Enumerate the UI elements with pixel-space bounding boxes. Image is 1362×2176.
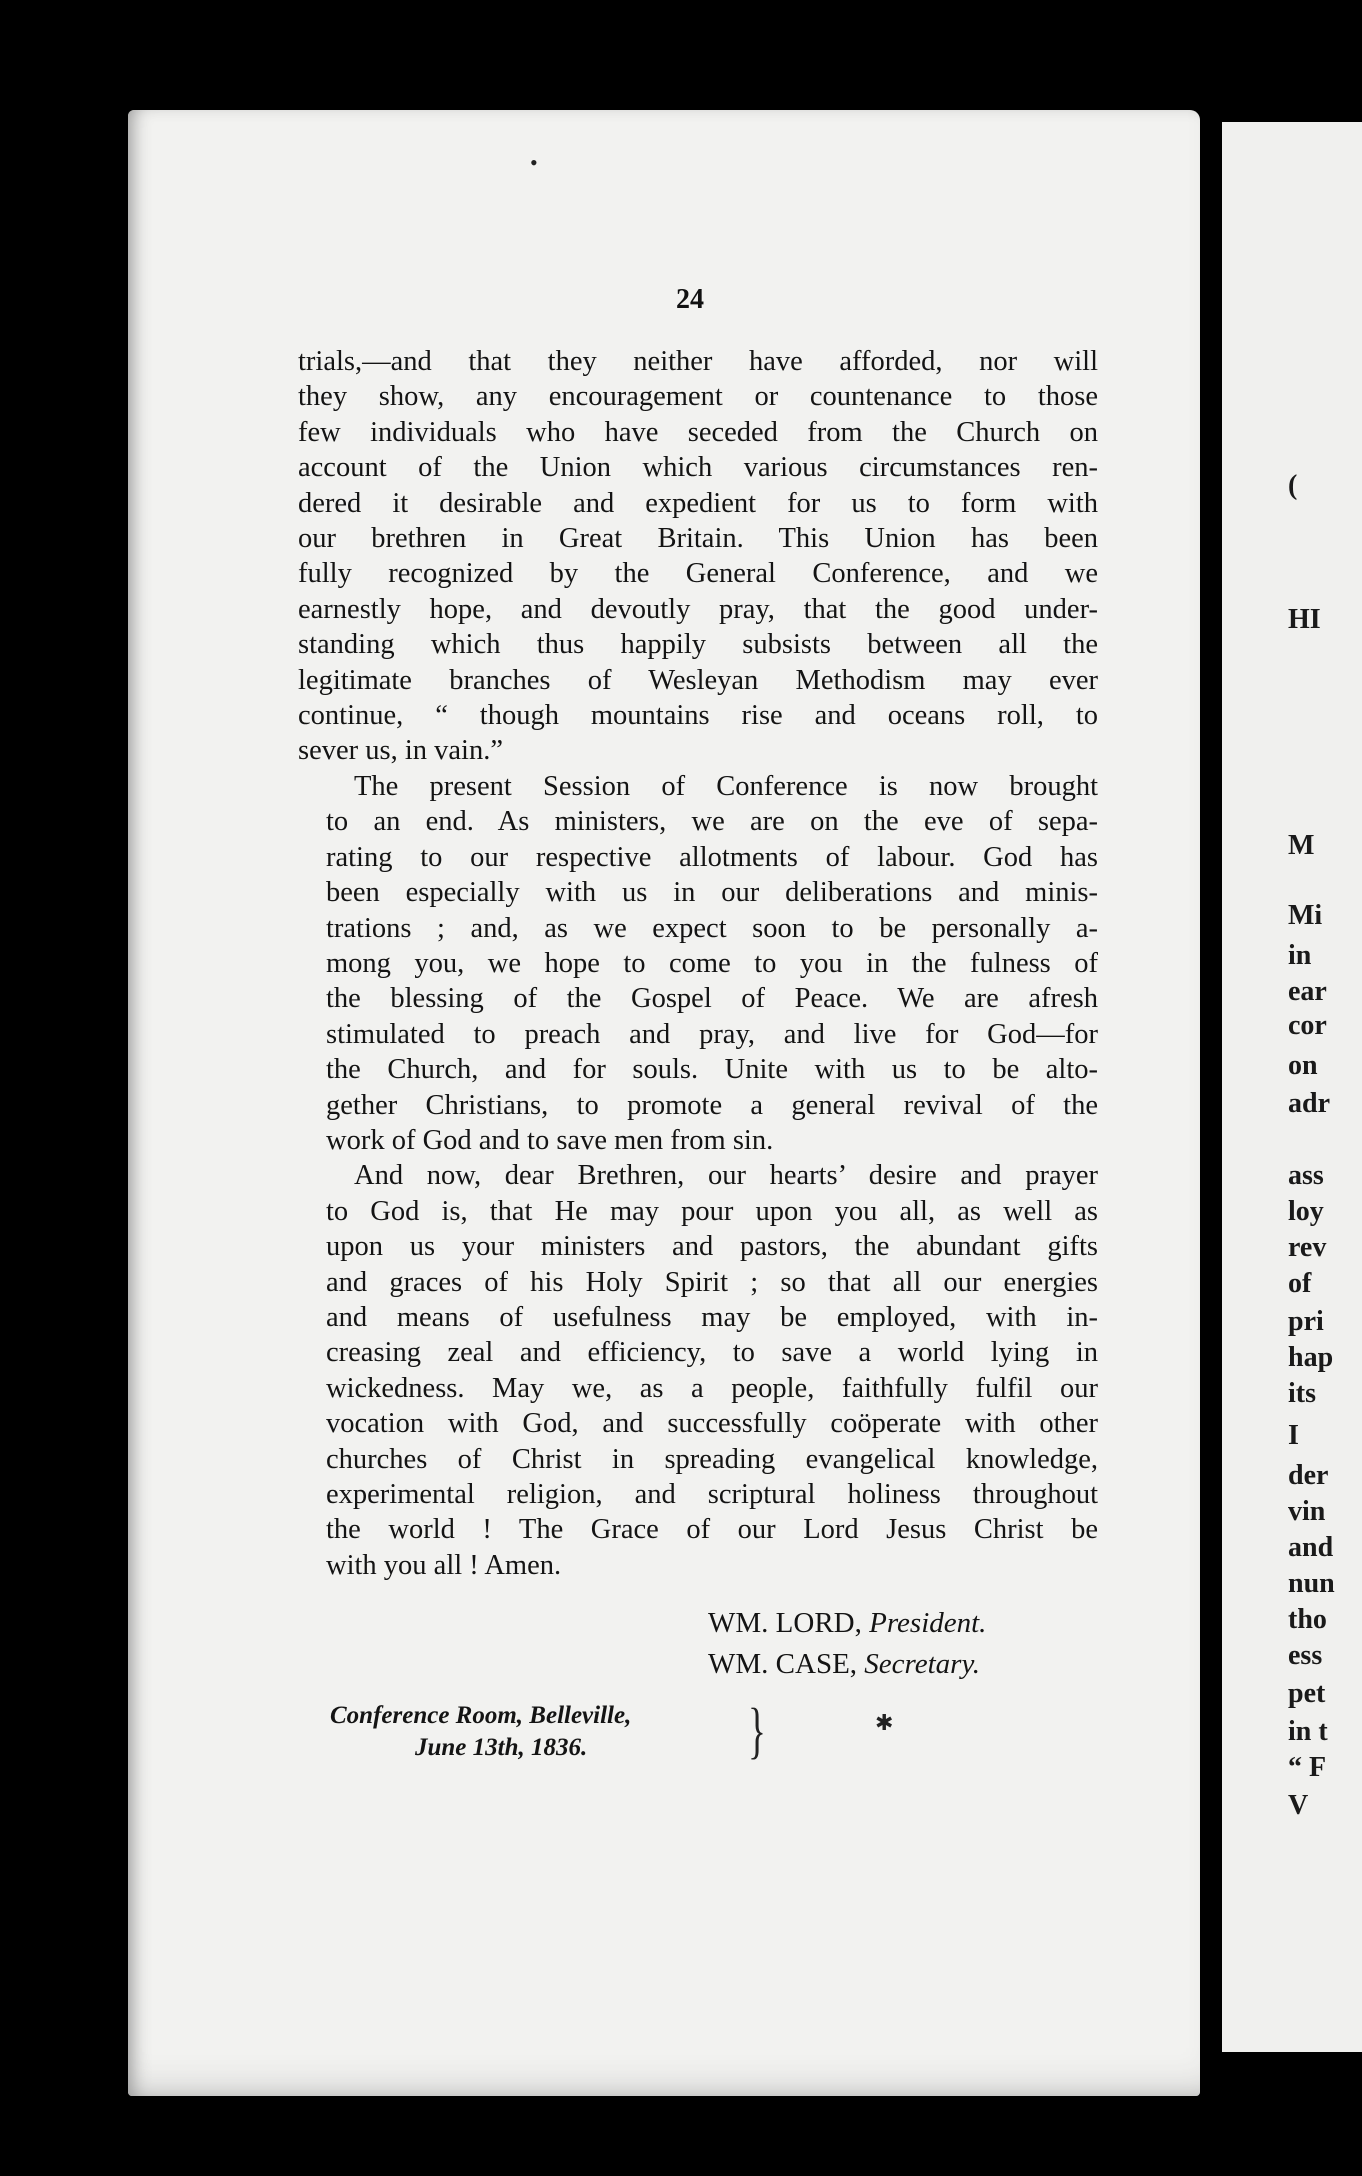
text-line: and means of usefulness may be employed, with in-	[326, 1301, 1098, 1333]
right-page-fragment: on	[1288, 1050, 1318, 1081]
ink-speck: •	[530, 150, 538, 175]
text-line: to an end. As ministers, we are on the eve of sepa-	[326, 806, 1098, 838]
text-line: churches of Christ in spreading evangelical knowledge,	[326, 1443, 1098, 1475]
text-line: gether Christians, to promote a general revival of the	[326, 1089, 1098, 1121]
text-line: work of God and to save men from sin.	[326, 1124, 774, 1156]
text-line: standing which thus happily subsists between all the	[298, 629, 1098, 661]
dateline	[330, 1700, 631, 1764]
text-line: continue, “ though mountains rise and oceans roll, to	[298, 700, 1098, 732]
signature-president	[708, 1603, 986, 1644]
text-line: trials,—and that they neither have afforded, nor will	[298, 346, 1098, 377]
ink-mark: ✱	[875, 1710, 894, 1735]
right-page-fragment: der	[1288, 1460, 1329, 1491]
text-line: sever us, in vain.”	[298, 735, 503, 767]
right-page-fragment: tho	[1288, 1604, 1327, 1635]
right-page-fragment: rev	[1288, 1232, 1327, 1263]
text-line: legitimate branches of Wesleyan Methodism may ever	[298, 664, 1098, 696]
right-page-fragment: cor	[1288, 1010, 1327, 1041]
text-line: vocation with God, and successfully coöperate with other	[326, 1408, 1098, 1440]
text-line: And now, dear Brethren, our hearts’ desire and prayer	[354, 1160, 1098, 1192]
right-page-fragment: M	[1288, 830, 1315, 861]
text-line: experimental religion, and scriptural holiness throughout	[326, 1479, 1098, 1510]
paragraph-3	[298, 1158, 1098, 1583]
text-line: mong you, we hope to come to you in the fulness of	[326, 947, 1098, 979]
right-page-fragment: nun	[1288, 1568, 1335, 1599]
text-line: the world ! The Grace of our Lord Jesus Christ be	[326, 1514, 1098, 1546]
paragraph-1	[298, 344, 1098, 769]
text-line: account of the Union which various circumstances ren-	[298, 452, 1098, 484]
signatures	[708, 1603, 986, 1685]
text-line: the blessing of the Gospel of Peace. We are afresh	[326, 983, 1098, 1015]
signature-secretary	[708, 1644, 986, 1685]
right-page-fragment: pri	[1288, 1306, 1324, 1337]
text-line: stimulated to preach and pray, and live for God—for	[326, 1018, 1098, 1050]
dateline-place: Conference Room, Belleville,	[330, 1702, 632, 1729]
text-line: and graces of his Holy Spirit ; so that all our energies	[326, 1266, 1098, 1298]
right-page-fragment: Mi	[1288, 900, 1323, 931]
right-page-fragment: ess	[1288, 1640, 1323, 1671]
page-number: 24	[676, 284, 704, 315]
right-page-fragment: its	[1288, 1378, 1316, 1409]
text-line: been especially with us in our deliberations and minis-	[326, 877, 1098, 909]
text-line: the Church, and for souls. Unite with us to be alto-	[326, 1054, 1098, 1086]
right-page-fragment: ear	[1288, 976, 1327, 1007]
text-line: wickedness. May we, as a people, faithfully fulfil our	[326, 1372, 1098, 1404]
right-page-fragment: “ F	[1288, 1752, 1327, 1783]
signature-name: WM. LORD,	[708, 1607, 862, 1639]
right-page-fragment: I	[1288, 1420, 1299, 1451]
text-line: they show, any encouragement or countenance to those	[298, 381, 1098, 413]
brace-glyph: }	[747, 1697, 766, 1765]
right-page-fragment: of	[1288, 1268, 1312, 1299]
body-text	[298, 344, 1098, 1583]
text-line: our brethren in Great Britain. This Union has been	[298, 523, 1098, 555]
text-line: upon us your ministers and pastors, the abundant gifts	[326, 1231, 1098, 1263]
right-page-fragment: in t	[1288, 1716, 1328, 1747]
right-page-fragment: vin	[1288, 1496, 1326, 1527]
text-line: earnestly hope, and devoutly pray, that the good under-	[298, 593, 1098, 625]
text-line: trations ; and, as we expect soon to be personally a-	[326, 912, 1098, 944]
right-page-fragment: (	[1288, 470, 1298, 501]
right-page-fragment: ass	[1288, 1160, 1324, 1191]
text-line: creasing zeal and efficiency, to save a world lying in	[326, 1337, 1098, 1369]
text-line: rating to our respective allotments of labour. God has	[326, 841, 1098, 873]
right-page-fragment: HI	[1288, 604, 1321, 635]
dateline-date: June 13th, 1836.	[415, 1734, 588, 1761]
signature-office: President.	[869, 1607, 987, 1639]
right-page-fragment: pet	[1288, 1678, 1326, 1709]
text-line: fully recognized by the General Conference, and we	[298, 558, 1098, 590]
paragraph-2	[298, 769, 1098, 1158]
signature-name: WM. CASE,	[708, 1648, 858, 1680]
text-line: few individuals who have seceded from the Church on	[298, 416, 1098, 448]
signature-office: Secretary.	[864, 1648, 980, 1680]
right-page-fragment: hap	[1288, 1342, 1334, 1373]
right-page-fragment: and	[1288, 1532, 1334, 1563]
right-page-fragment: V	[1288, 1790, 1309, 1821]
text-line: to God is, that He may pour upon you all, as well as	[326, 1195, 1098, 1227]
text-line: with you all ! Amen.	[326, 1549, 562, 1581]
right-page-fragment: adr	[1288, 1088, 1330, 1119]
right-page-fragment: in	[1288, 940, 1312, 971]
text-line: The present Session of Conference is now brought	[354, 770, 1098, 802]
right-page-fragment: loy	[1288, 1196, 1324, 1227]
text-line: dered it desirable and expedient for us to form with	[298, 487, 1098, 519]
